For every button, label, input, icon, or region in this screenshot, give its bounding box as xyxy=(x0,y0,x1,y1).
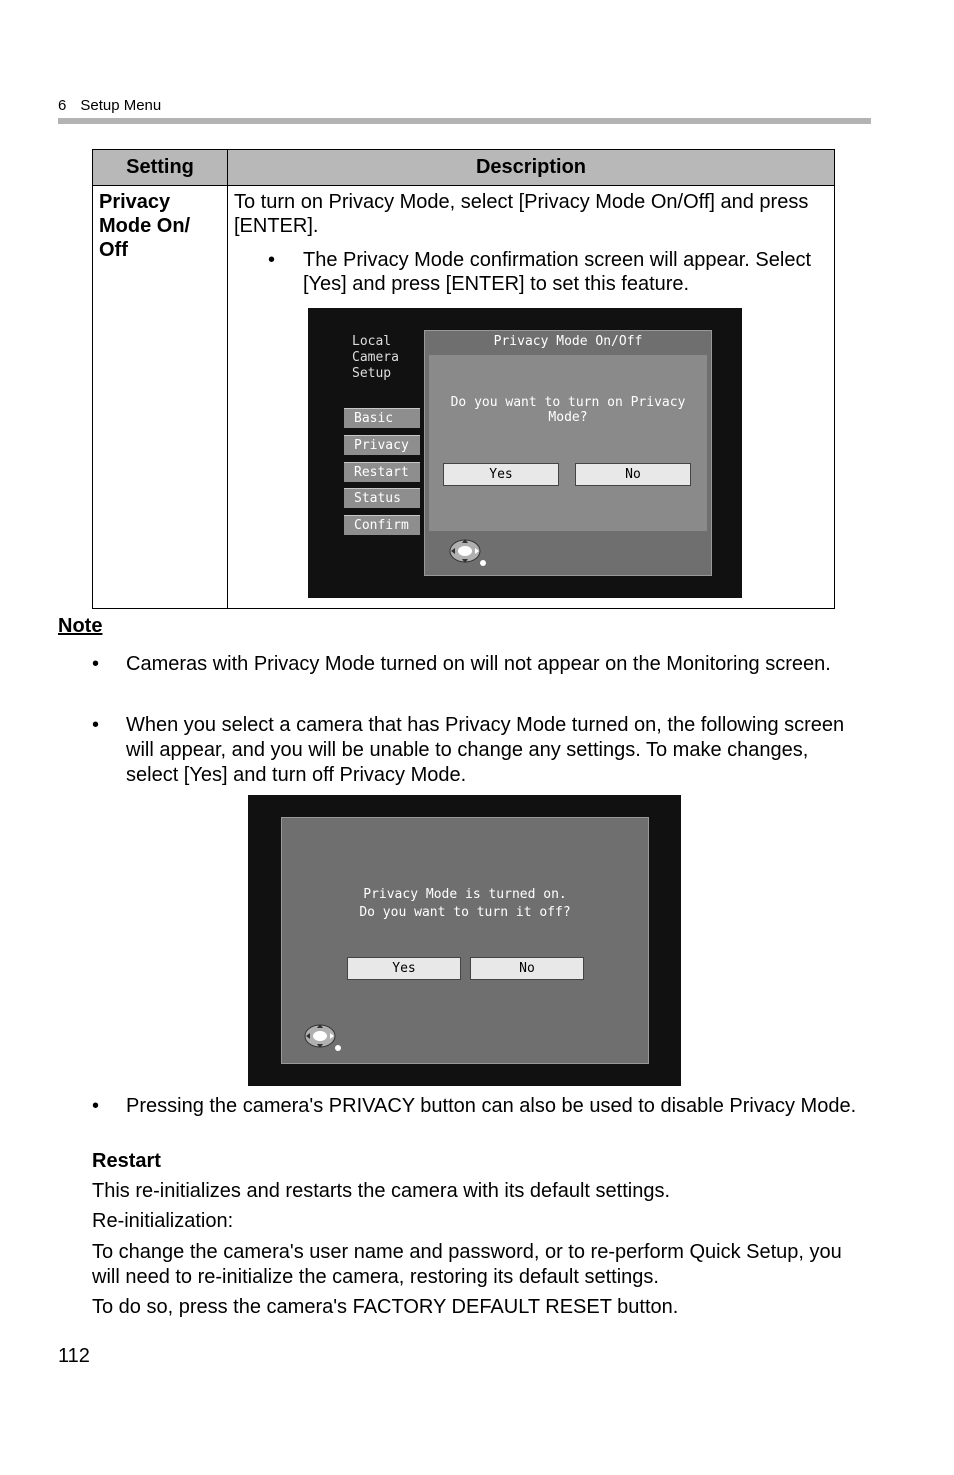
menu-item-privacy: Privacy xyxy=(344,435,420,455)
note-bullet-3 xyxy=(92,1094,862,1119)
table-header-row xyxy=(93,150,835,186)
column-header-description: Description xyxy=(228,150,835,186)
bullet-glyph: • xyxy=(92,653,100,675)
restart-paragraph-2: Re-initialization: xyxy=(92,1210,234,1232)
yes-button: Yes xyxy=(347,957,461,980)
dialog-title: Privacy Mode On/Off xyxy=(425,331,711,353)
bullet-glyph: • xyxy=(92,1095,100,1117)
privacy-dialog xyxy=(424,330,712,576)
message-line-1: Privacy Mode is turned on. xyxy=(363,887,567,902)
local-line: Local xyxy=(352,334,392,349)
dialog-message xyxy=(282,886,648,922)
running-header xyxy=(58,97,161,114)
message-line-2: Do you want to turn it off? xyxy=(359,905,571,920)
restart-paragraph-4: To do so, press the camera's FACTORY DEFAULT RESET button. xyxy=(92,1296,679,1318)
description-bullet xyxy=(234,248,828,296)
note-bullet-1 xyxy=(92,652,862,677)
page-number: 112 xyxy=(58,1345,90,1367)
restart-heading: Restart xyxy=(92,1150,161,1172)
setting-name: Privacy Mode On/ Off xyxy=(93,186,228,609)
local-line: Setup xyxy=(352,366,392,381)
yes-button: Yes xyxy=(443,463,559,486)
menu-item-status: Status xyxy=(344,488,420,508)
note-bullet-2 xyxy=(92,713,862,788)
column-header-setting: Setting xyxy=(93,150,228,186)
privacy-on-dialog xyxy=(281,817,649,1064)
restart-paragraph-3: To change the camera's user name and password, or to re-perform Quick Setup, you will need to re-initialize the camera, restoring its default settings. xyxy=(92,1241,842,1288)
bullet-glyph: • xyxy=(268,249,276,271)
description-bullet-text: The Privacy Mode confirmation screen will appear. Select [Yes] and press [ENTER] to set this feature. xyxy=(303,249,812,295)
note-bullet-text: Pressing the camera's PRIVACY button can also be used to disable Privacy Mode. xyxy=(126,1095,857,1117)
directional-pad-icon xyxy=(447,537,487,567)
restart-paragraph-1: This re-initializes and restarts the camera with its default settings. xyxy=(92,1180,671,1202)
dialog-body xyxy=(429,355,707,531)
note-heading: Note xyxy=(58,615,103,637)
chapter-title: Setup Menu xyxy=(80,97,162,114)
menu-item-basic: Basic xyxy=(344,408,420,428)
directional-pad-icon xyxy=(302,1022,342,1052)
privacy-confirmation-screenshot xyxy=(308,308,742,598)
local-camera-setup-title xyxy=(352,334,399,382)
note-bullet-text: Cameras with Privacy Mode turned on will not appear on the Monitoring screen. xyxy=(126,653,831,675)
chapter-number: 6 xyxy=(58,97,67,114)
header-rule xyxy=(58,118,871,124)
description-intro: To turn on Privacy Mode, select [Privacy Mode On/Off] and press [ENTER]. xyxy=(234,191,809,237)
menu-item-restart: Restart xyxy=(344,462,420,482)
note-bullet-text: When you select a camera that has Privacy Mode turned on, the following screen will appear, and you will be unable to change any settings. To make changes, select [Yes] and turn off Privacy Mode. xyxy=(126,714,845,786)
privacy-on-screenshot xyxy=(248,795,681,1086)
menu-item-confirm: Confirm xyxy=(344,515,420,535)
no-button: No xyxy=(470,957,584,980)
local-line: Camera xyxy=(352,350,399,365)
no-button: No xyxy=(575,463,691,486)
bullet-glyph: • xyxy=(92,714,100,736)
dialog-question: Do you want to turn on Privacy Mode? xyxy=(450,395,686,425)
